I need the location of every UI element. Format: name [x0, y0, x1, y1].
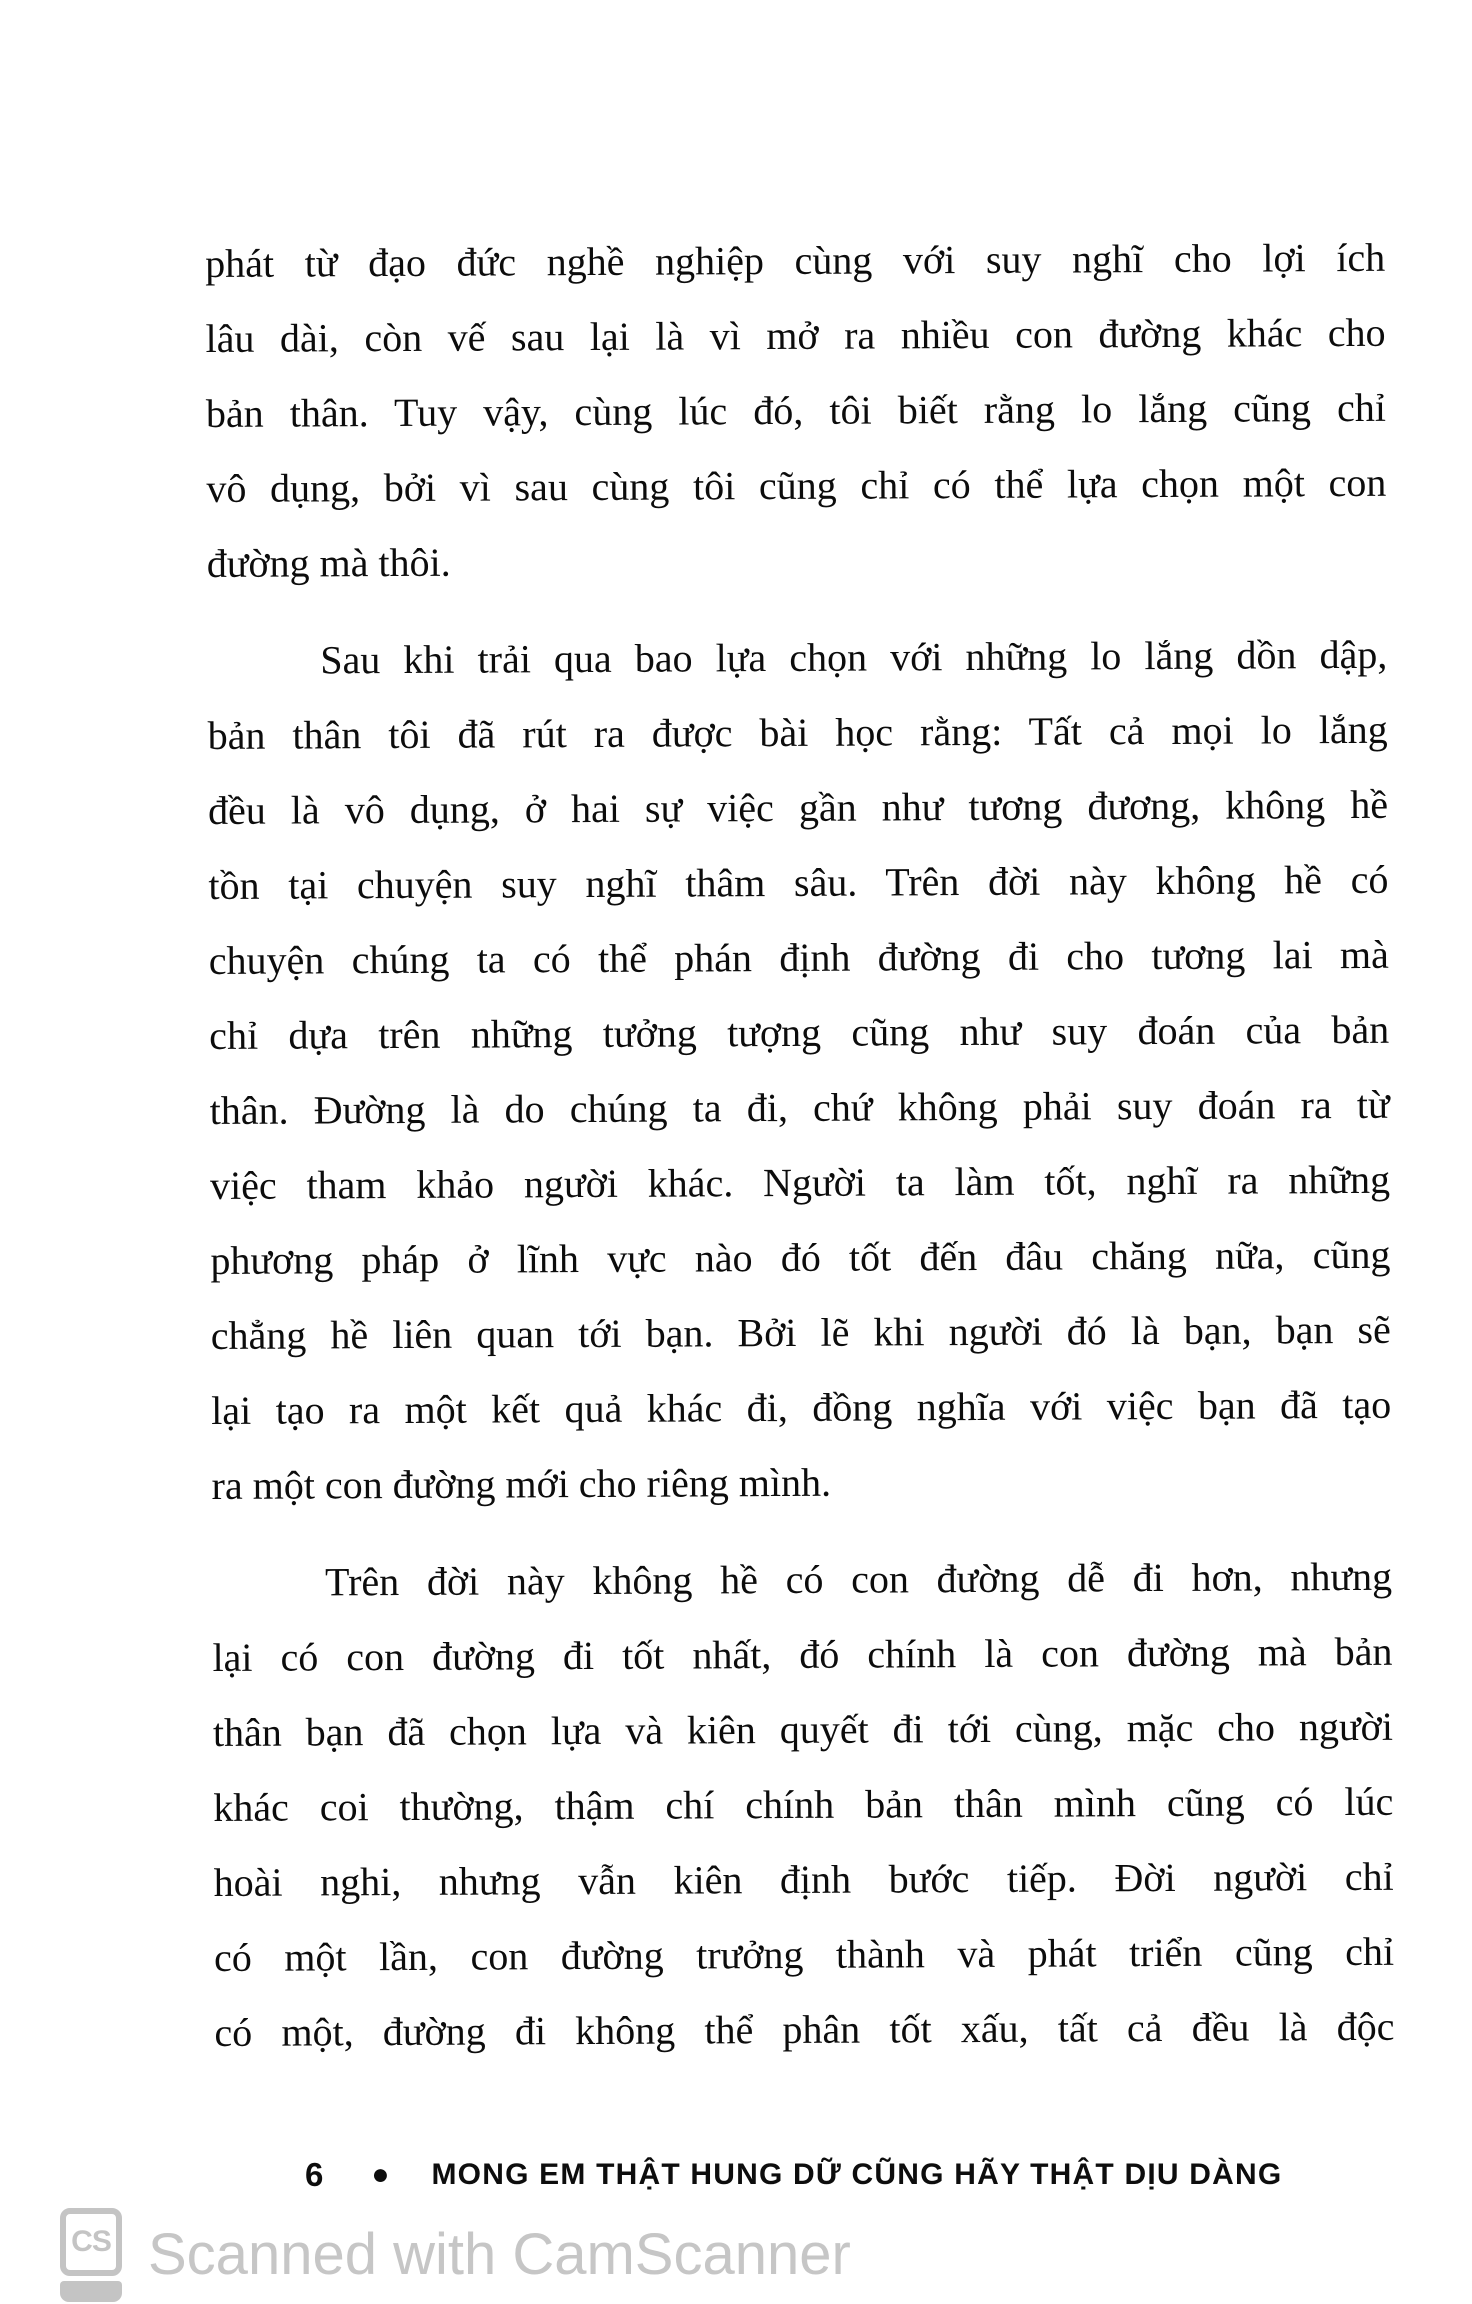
- text-line: lại tạo ra một kết quả khác đi, đồng nghĩa với việc bạn đã tạo: [211, 1381, 1392, 1433]
- text-line: lại có con đường đi tốt nhất, đó chính là con đường mà bản: [212, 1628, 1393, 1680]
- text-line: lâu dài, còn vế sau lại là vì mở ra nhiều con đường khác cho: [205, 309, 1386, 361]
- text-line: vô dụng, bởi vì sau cùng tôi cũng chỉ có thể lựa chọn một con: [206, 459, 1387, 511]
- text-line: Sau khi trải qua bao lựa chọn với những lo lắng dồn dập,: [320, 631, 1388, 683]
- text-line: thân bạn đã chọn lựa và kiên quyết đi tới cùng, mặc cho người: [212, 1703, 1393, 1755]
- paragraph: [207, 617, 1392, 1523]
- paragraph: [205, 220, 1387, 601]
- text-line: bản thân tôi đã rút ra được bài học rằng: Tất cả mọi lo lắng: [207, 706, 1388, 758]
- text-line: ra một con đường mới cho riêng mình.: [211, 1459, 832, 1508]
- camscanner-logo-frame: [60, 2208, 122, 2276]
- running-book-title: MONG EM THẬT HUNG DỮ CŨNG HÃY THẬT DỊU DÀNG: [431, 2158, 1283, 2191]
- text-line: chuyện chúng ta có thể phán định đường đi cho tương lai mà: [208, 931, 1389, 983]
- camscanner-logo-text: CS: [71, 2225, 111, 2258]
- text-line: Trên đời này không hề có con đường dễ đi hơn, nhưng: [324, 1553, 1393, 1605]
- text-line: hoài nghi, nhưng vẫn kiên định bước tiếp. Đời người chỉ: [213, 1853, 1394, 1905]
- text-line: có một lần, con đường trưởng thành và phát triển cũng chỉ: [213, 1928, 1395, 1980]
- page-number: 6: [305, 2156, 324, 2193]
- text-line: việc tham khảo người khác. Người ta làm tốt, nghĩ ra những: [209, 1156, 1391, 1208]
- paragraph: [212, 1539, 1395, 2070]
- camscanner-watermark-label: Scanned with CamScanner: [148, 2222, 851, 2287]
- text-line: đường mà thôi.: [206, 539, 451, 586]
- page-footer: [305, 2156, 1282, 2194]
- text-line: tồn tại chuyện suy nghĩ thâm sâu. Trên đời này không hề có: [208, 856, 1389, 908]
- text-line: phát từ đạo đức nghề nghiệp cùng với suy nghĩ cho lợi ích: [205, 234, 1386, 286]
- camscanner-logo-icon: [60, 2208, 122, 2302]
- text-line: phương pháp ở lĩnh vực nào đó tốt đến đâu chăng nữa, cũng: [210, 1231, 1391, 1283]
- text-line: có một, đường đi không thể phân tốt xấu, tất cả đều là độc: [214, 2003, 1395, 2055]
- text-line: khác coi thường, thậm chí chính bản thân mình cũng có lúc: [213, 1778, 1394, 1830]
- text-line: đều là vô dụng, ở hai sự việc gần như tương đương, không hề: [207, 781, 1389, 833]
- body-text-block: [205, 220, 1395, 2092]
- text-line: chẳng hề liên quan tới bạn. Bởi lẽ khi người đó là bạn, bạn sẽ: [210, 1306, 1391, 1358]
- camscanner-logo-chin: [60, 2281, 122, 2302]
- bullet-icon: ●: [371, 2158, 390, 2191]
- camscanner-watermark: [60, 2208, 851, 2302]
- text-line: thân. Đường là do chúng ta đi, chứ không phải suy đoán ra từ: [209, 1081, 1390, 1133]
- text-line: chỉ dựa trên những tưởng tượng cũng như suy đoán của bản: [209, 1006, 1390, 1058]
- text-line: bản thân. Tuy vậy, cùng lúc đó, tôi biết rằng lo lắng cũng chỉ: [205, 384, 1387, 436]
